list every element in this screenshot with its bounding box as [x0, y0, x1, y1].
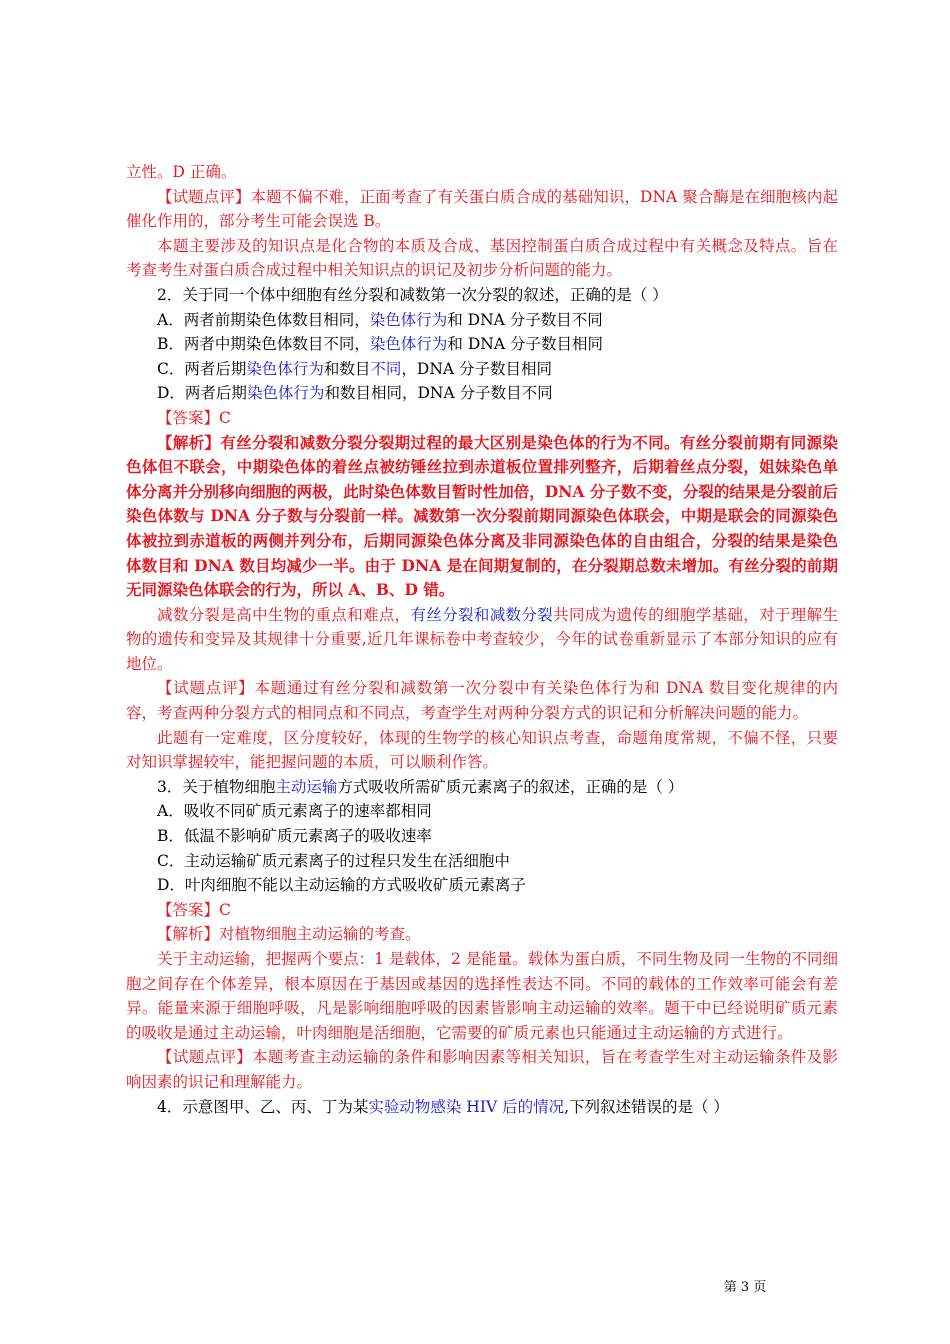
page-number: 第 3 页	[723, 1280, 767, 1295]
link-term[interactable]: 染色体行为	[369, 310, 448, 329]
comment-tag: 【试题点评】	[157, 187, 251, 206]
option-2d: D．两者后期染色体行为和数目相同，DNA 分子数目不同	[157, 384, 553, 403]
comment-paragraph	[126, 185, 838, 234]
comment-paragraph	[126, 676, 838, 725]
explanation-text: 有丝分裂和减数分裂分裂期过程的最大区别是染色体的行为不同。有丝分裂前期有同源染色体但不联会，中期染色体的着丝点被纺锤丝拉到赤道板位置排列整齐，后期着丝点分裂，姐妹染色单体分离并分别移向细胞的两极，此时染色体数目暂时性加倍，DNA 分子数不变，分裂的结果是分裂前后染色体数与 DNA 分子数与分裂前一样。减数第一次分裂前期同源染色体联会，中期是联会的同源染色体被拉到赤道板的两侧并列分布，后期同源染色体分离及非同源染色体的自由组合，分裂的结果是染色体数目和 DNA 数目均减少一半。由于 DNA 是在间期复制的，在分裂期总数未增加。有丝分裂的前期无同源染色体联会的行为，所以 A、B、D 错。	[126, 432, 838, 600]
option-3c: C．主动运输矿质元素离子的过程只发生在活细胞中	[157, 851, 510, 870]
option-2b: B．两者中期染色体数目不同，染色体行为和 DNA 分子数目相同	[157, 335, 603, 354]
option-2a: A．两者前期染色体数目相同，染色体行为和 DNA 分子数目不同	[157, 310, 603, 329]
analysis-paragraph: 本题主要涉及的知识点是化合物的本质及合成、基因控制蛋白质合成过程中有关概念及特点。旨在考查考生对蛋白质合成过程中相关知识点的识记及初步分析问题的能力。	[126, 236, 838, 280]
link-term[interactable]: 染色体行为	[246, 359, 324, 378]
explanation-3: 【解析】对植物细胞主动运输的考查。	[157, 925, 421, 944]
analysis-paragraph: 关于主动运输，把握两个要点：1 是载体，2 是能量。载体为蛋白质，不同生物及同一生物的不同细胞之间存在个体差异，根本原因在于基因或基因的选择性表达不同。不同的载体的工作效率可能会有差异。能量来源于细胞呼吸，凡是影响细胞呼吸的因素皆影响主动运输的效率。题干中已经说明矿质元素的吸收是通过主动运输，叶肉细胞是活细胞，它需要的矿质元素也只能通过主动运输的方式进行。	[126, 950, 838, 1042]
comment-text: 本题通过有丝分裂和减数第一次分裂中有关染色体行为和 DNA 数目变化规律的内容，考查两种分裂方式的相同点和不同点，考查学生对两种分裂方式的识记和分析解决问题的能力。	[126, 679, 838, 723]
answer-2: 【答案】C	[157, 408, 231, 427]
answer-3: 【答案】C	[157, 900, 231, 919]
link-term[interactable]: 实验动物感染 HIV 后的情况	[368, 1097, 565, 1116]
analysis-paragraph: 减数分裂是高中生物的重点和难点，有丝分裂和减数分裂共同成为遗传的细胞学基础，对于理解生物的遗传和变异及其规律十分重要,近几年课标卷中考查较少，今年的试卷重新显示了本部分知识的应有地位。	[126, 605, 838, 673]
analysis-paragraph: 此题有一定难度，区分度较好，体现的生物学的核心知识点考查，命题角度常规，不偏不怪，只要对知识掌握较牢，能把握问题的本质，可以顺利作答。	[126, 728, 838, 772]
question-3: 3．关于植物细胞主动运输方式吸收所需矿质元素离子的叙述，正确的是（ ）	[157, 777, 684, 796]
explanation-tag: 【解析】	[157, 432, 221, 452]
link-term[interactable]: 有丝分裂和减数分裂	[410, 605, 554, 624]
text-line: 立性。D 正确。	[126, 163, 237, 181]
question-2: 2．关于同一个体中细胞有丝分裂和减数第一次分裂的叙述，正确的是（ ）	[157, 285, 668, 304]
option-3d: D．叶肉细胞不能以主动运输的方式吸收矿质元素离子	[157, 876, 526, 895]
option-2c: C．两者后期染色体行为和数目不同，DNA 分子数目相同	[157, 359, 553, 378]
option-3b: B．低温不影响矿质元素离子的吸收速率	[157, 827, 432, 846]
option-3a: A．吸收不同矿质元素离子的速率都相同	[157, 802, 432, 821]
page-footer	[0, 1276, 950, 1295]
link-term[interactable]: 不同	[370, 359, 402, 378]
link-term[interactable]: 染色体行为	[246, 384, 325, 403]
explanation-2	[126, 431, 838, 603]
comment-text: 本题不偏不难，正面考查了有关蛋白质合成的基础知识，DNA 聚合酶是在细胞核内起催化作用的，部分考生可能会误选 B。	[126, 187, 838, 231]
comment-tag: 【试题点评】	[157, 679, 255, 698]
question-4: 4．示意图甲、乙、丙、丁为某实验动物感染 HIV 后的情况,下列叙述错误的是（ ）	[157, 1097, 729, 1116]
comment-paragraph: 【试题点评】本题考查主动运输的条件和影响因素等相关知识，旨在考查学生对主动运输条件及影响因素的识记和理解能力。	[126, 1048, 838, 1091]
link-term[interactable]: 主动运输	[275, 777, 338, 796]
link-term[interactable]: 染色体行为	[369, 335, 448, 354]
document-body	[126, 160, 838, 1119]
